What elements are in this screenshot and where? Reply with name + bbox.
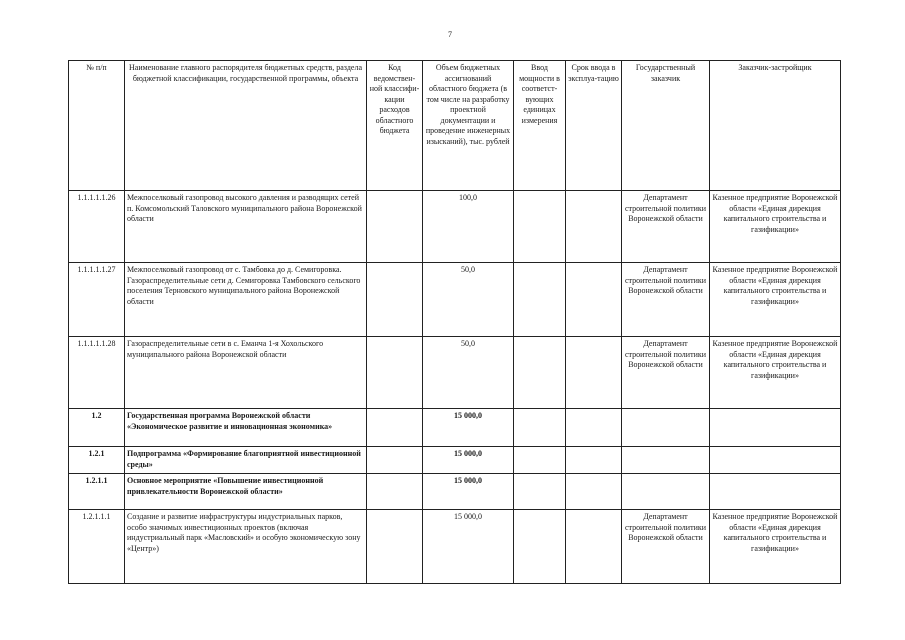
row-num: 1.2.1 xyxy=(69,447,125,474)
header-developer: Заказчик-застройщик xyxy=(710,61,841,191)
header-code: Код ведомствен-ной классифи-кации расходов областного бюджета xyxy=(367,61,423,191)
row-customer xyxy=(622,447,710,474)
row-developer xyxy=(710,474,841,510)
row-customer: Департамент строительной политики Воронежской области xyxy=(622,510,710,584)
table-row xyxy=(69,191,841,263)
row-code xyxy=(367,447,423,474)
row-name: Межпоселковый газопровод высокого давления и разводящих сетей п. Комсомольский Таловского муниципального района Воронежской области xyxy=(125,191,367,263)
row-code xyxy=(367,337,423,409)
page-number: 7 xyxy=(448,30,452,39)
row-capacity xyxy=(514,337,566,409)
row-developer: Казенное предприятие Воронежской области «Единая дирекция капитального строительства и газификации» xyxy=(710,191,841,263)
row-term xyxy=(566,191,622,263)
row-term xyxy=(566,447,622,474)
row-capacity xyxy=(514,191,566,263)
table-row xyxy=(69,337,841,409)
row-capacity xyxy=(514,447,566,474)
row-developer xyxy=(710,447,841,474)
row-code xyxy=(367,191,423,263)
row-volume: 15 000,0 xyxy=(423,510,514,584)
header-num: № п/п xyxy=(69,61,125,191)
row-customer: Департамент строительной политики Воронежской области xyxy=(622,337,710,409)
row-volume: 50,0 xyxy=(423,337,514,409)
table-row xyxy=(69,510,841,584)
row-customer xyxy=(622,409,710,447)
row-name: Межпоселковый газопровод от с. Тамбовка до д. Семигоровка. Газораспределительные сети д. Семигоровка Тамбовского сельского поселения Терновского муниципального района Воронежской области xyxy=(125,263,367,337)
row-term xyxy=(566,409,622,447)
table-row xyxy=(69,474,841,510)
row-capacity xyxy=(514,510,566,584)
row-code xyxy=(367,474,423,510)
header-volume: Объем бюджетных ассигнований областного бюджета (в том числе на разработку проектной документации и проведение инженерных изысканий), тыс. рублей xyxy=(423,61,514,191)
row-capacity xyxy=(514,474,566,510)
row-customer: Департамент строительной политики Воронежской области xyxy=(622,263,710,337)
row-capacity xyxy=(514,409,566,447)
row-term xyxy=(566,337,622,409)
row-name: Подпрограмма «Формирование благоприятной инвестиционной среды» xyxy=(125,447,367,474)
row-volume: 50,0 xyxy=(423,263,514,337)
row-num: 1.2.1.1.1 xyxy=(69,510,125,584)
header-row xyxy=(69,61,841,191)
row-term xyxy=(566,474,622,510)
row-num: 1.1.1.1.1.28 xyxy=(69,337,125,409)
header-capacity: Ввод мощности в соответст-вующих единицах измерения xyxy=(514,61,566,191)
row-customer: Департамент строительной политики Воронежской области xyxy=(622,191,710,263)
row-code xyxy=(367,409,423,447)
row-num: 1.2 xyxy=(69,409,125,447)
row-name: Государственная программа Воронежской области «Экономическое развитие и инновационная экономика» xyxy=(125,409,367,447)
row-term xyxy=(566,263,622,337)
row-customer xyxy=(622,474,710,510)
row-name: Основное мероприятие «Повышение инвестиционной привлекательности Воронежской области» xyxy=(125,474,367,510)
row-code xyxy=(367,510,423,584)
row-capacity xyxy=(514,263,566,337)
row-developer: Казенное предприятие Воронежской области «Единая дирекция капитального строительства и газификации» xyxy=(710,263,841,337)
row-volume: 100,0 xyxy=(423,191,514,263)
row-developer: Казенное предприятие Воронежской области «Единая дирекция капитального строительства и газификации» xyxy=(710,510,841,584)
row-name: Создание и развитие инфраструктуры индустриальных парков, особо значимых инвестиционных проектов (включая индустриальный парк «Масловский» и особую экономическую зону «Центр») xyxy=(125,510,367,584)
row-term xyxy=(566,510,622,584)
header-term: Срок ввода в эксплуа-тацию xyxy=(566,61,622,191)
row-volume: 15 000,0 xyxy=(423,447,514,474)
row-developer xyxy=(710,409,841,447)
row-num: 1.1.1.1.1.27 xyxy=(69,263,125,337)
table-row xyxy=(69,409,841,447)
row-developer: Казенное предприятие Воронежской области «Единая дирекция капитального строительства и газификации» xyxy=(710,337,841,409)
row-volume: 15 000,0 xyxy=(423,474,514,510)
table-row xyxy=(69,263,841,337)
row-name: Газораспределительные сети в с. Еманча 1-я Хохольского муниципального района Воронежской области xyxy=(125,337,367,409)
row-num: 1.2.1.1 xyxy=(69,474,125,510)
header-name: Наименование главного распорядителя бюджетных средств, раздела бюджетной классификации, государственной программы, объекта xyxy=(125,61,367,191)
header-customer: Государственный заказчик xyxy=(622,61,710,191)
table-row xyxy=(69,447,841,474)
budget-table xyxy=(68,60,841,584)
row-num: 1.1.1.1.1.26 xyxy=(69,191,125,263)
row-code xyxy=(367,263,423,337)
row-volume: 15 000,0 xyxy=(423,409,514,447)
